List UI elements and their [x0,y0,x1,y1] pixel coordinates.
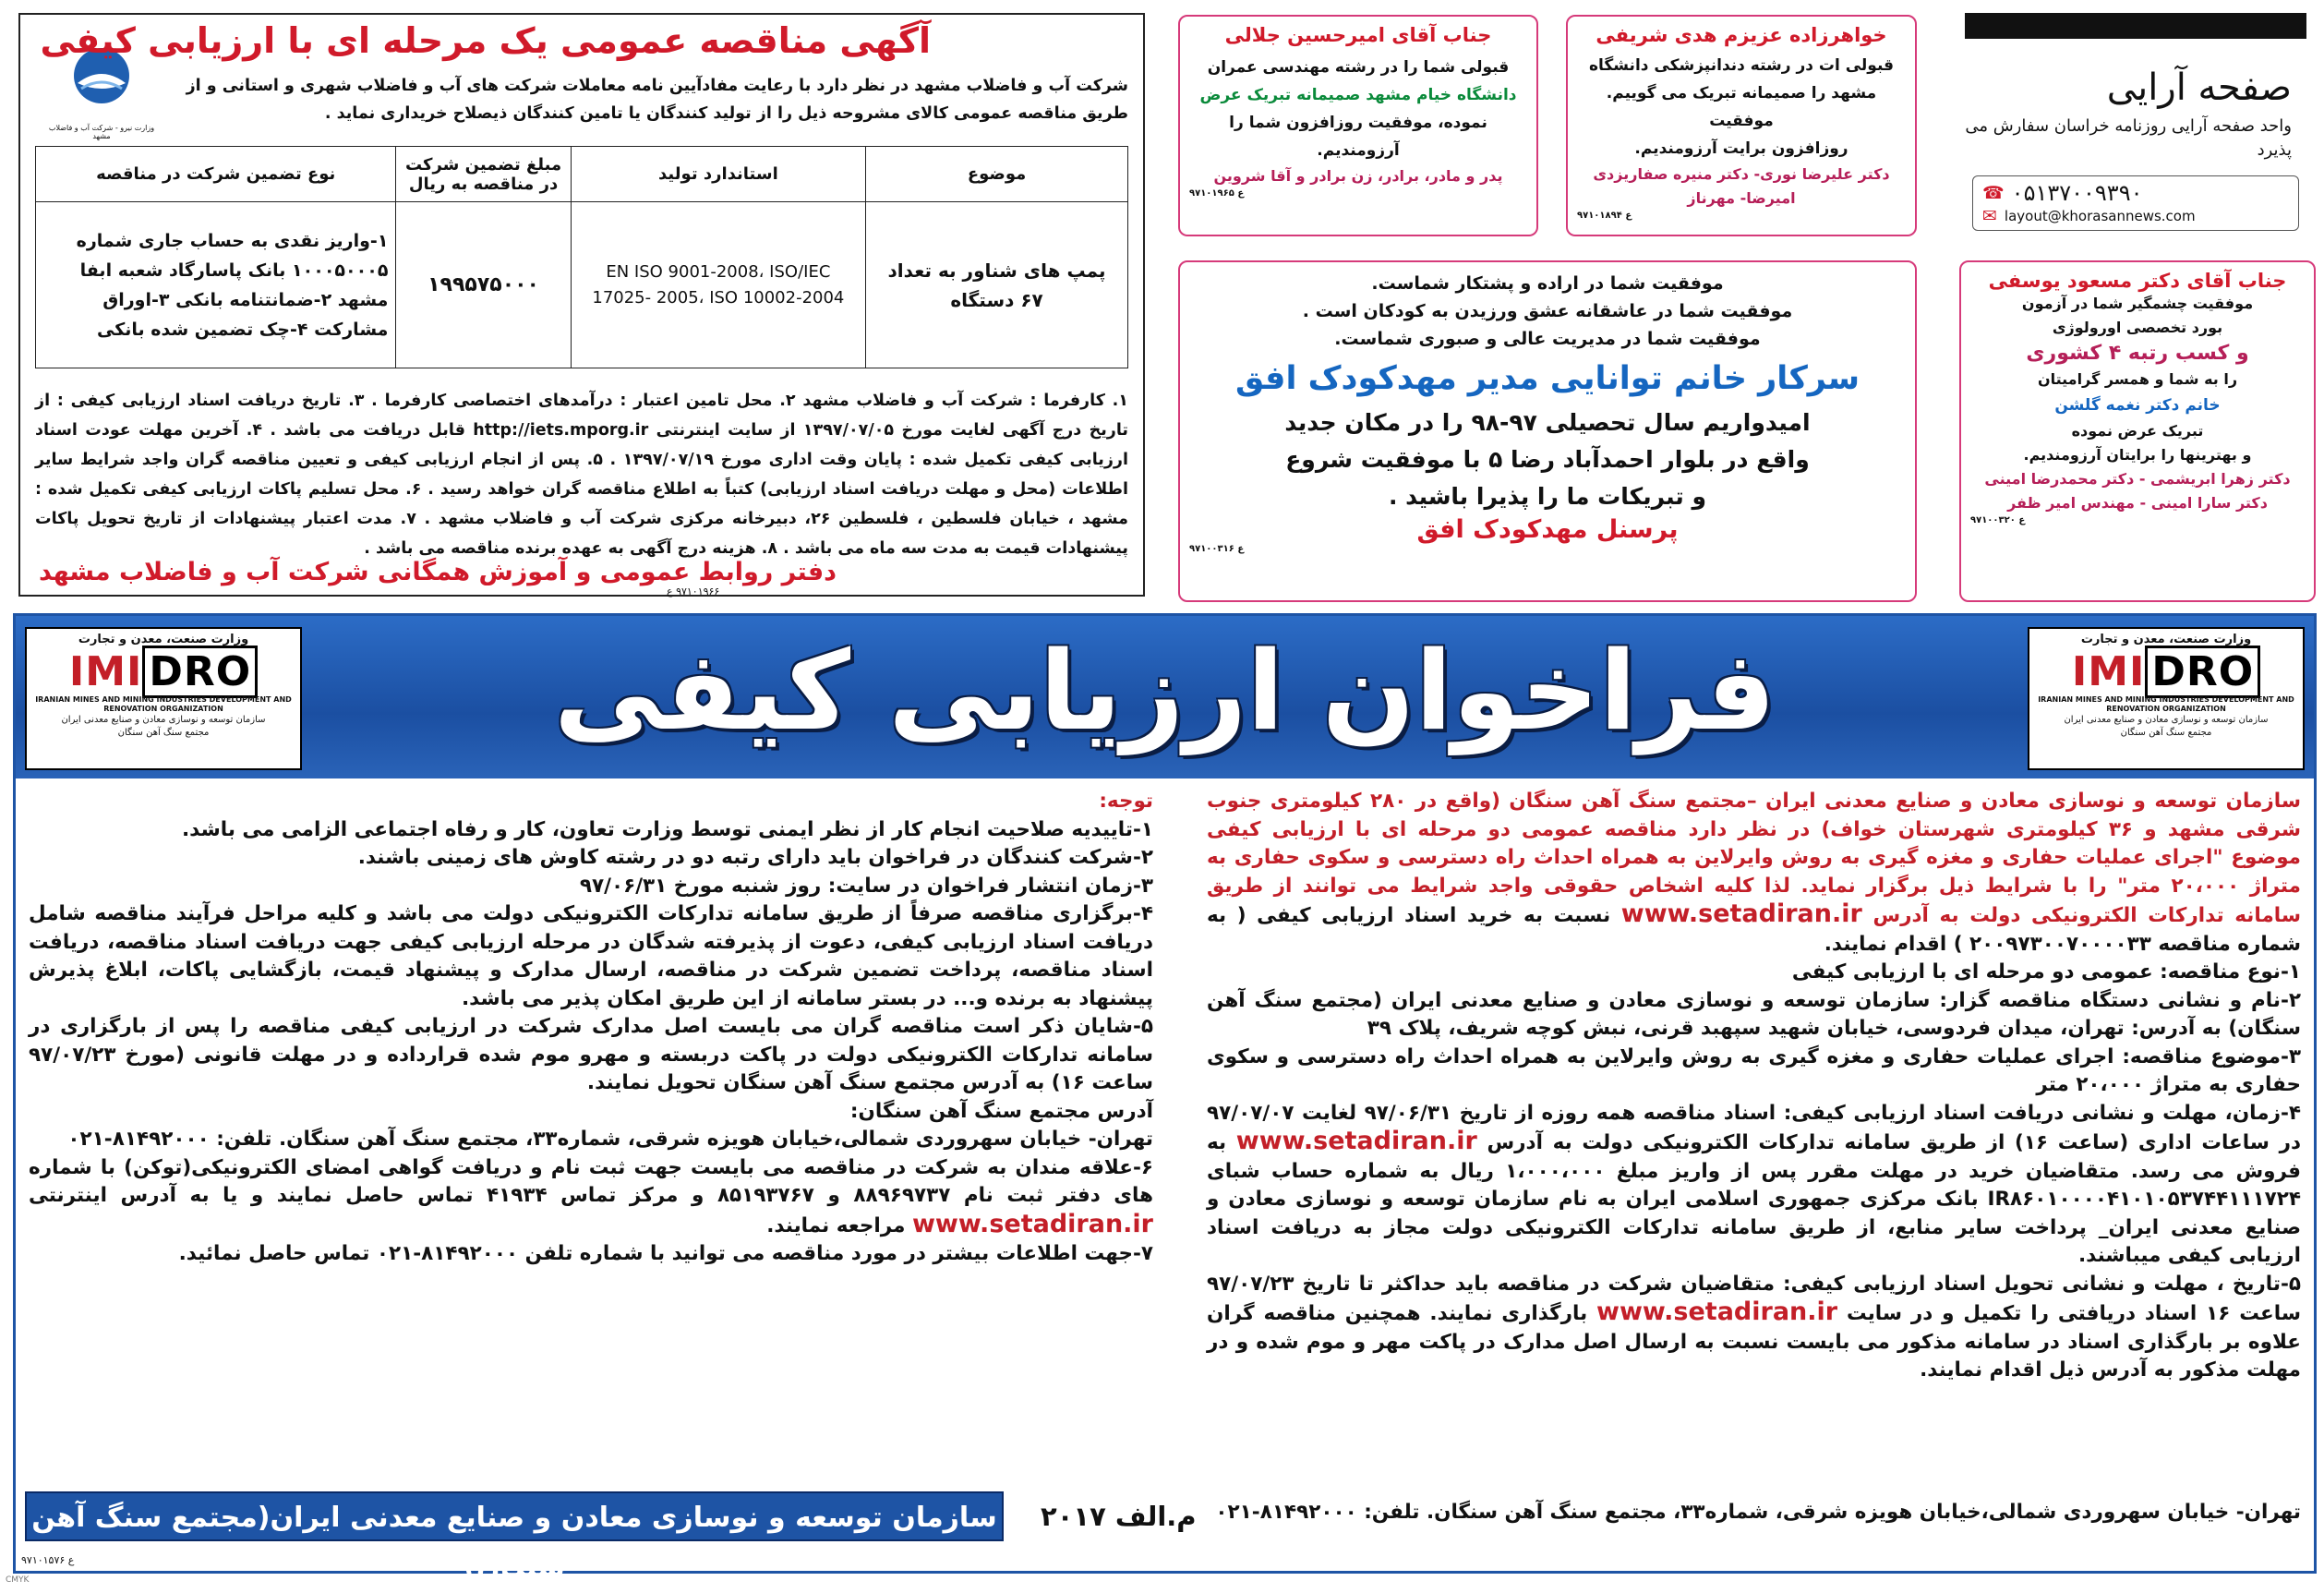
logo-brand: IMI DRO [30,648,296,695]
note-title: توجه: [1099,790,1153,813]
card-signature: پدر و مادر، برادر، زن برادر و آقا شروین [1213,167,1503,185]
header-guarantee: نوع تضمین شرکت در مناقصه [36,147,396,202]
ad-code: ۹۷۱۰۰۳۱۶ ع [1189,544,1245,554]
setadiran-link[interactable]: www.setadiran.ir [1235,1127,1477,1155]
header-amount: مبلغ تضمین شرکت در مناقصه به ریال [396,147,571,202]
ad-code: ۹۷۱۰۱۹۶۵ ع [1189,188,1245,199]
setadiran-link[interactable]: www.setadiran.ir [1620,899,1862,928]
item-5-text-2: بارگذاری نمایند. همچنین مناقصه گران علاوه بر بارگذاری اسناد در سامانه مذکور می بایست نسبت به ارسال اصل مدارک در پاکت مهر و موم شده و در مهلت مذکور به آدرس ذیل اقدام نمایند. [1207,1302,2301,1382]
item-1: ۱-نوع مناقصه: عمومی دو مرحله ای با ارزیابی کیفی [1791,960,2301,984]
note-6-text-2: مراجعه نمایند. [766,1213,906,1237]
imidro-logo-right [2028,627,2305,770]
item-5-text: ۵-تاریخ ، مهلت و نشانی تحویل اسناد ارزیابی کیفی: متقاضیان شرکت در مناقصه باید حداکثر تا تاریخ ۹۷/۰۷/۲۳ ساعت ۱۶ اسناد دریافتی را تکمیل و در سایت [1207,1272,2301,1325]
logo-brand: IMI DRO [2033,648,2299,695]
card-headline: سرکار خانم توانایی مدیر مهدکودک افق [1235,360,1860,397]
note-5: ۵-شایان ذکر است مناقصه گران می بایست اصل مدارک شرکت در ارزیابی کیفی مناقصه را پس از بارگزاری در سامانه تدارکات الکترونیکی دولت در پاکت دربسته و مهرو موم شده قرارداده و در مهلت قانونی (مورخ ۹۷/۰۷/۲۳ ساعت ۱۶) به آدرس مجتمع سنگ آهن سنگان تحویل نمایند. [29,1015,1153,1094]
tender-table [35,146,1128,368]
address-title: آدرس مجتمع سنگ آهن سنگان: [849,1099,1153,1123]
note-1: ۱-تاییدیه صلاحیت انجام کار از نظر ایمنی توسط وزارت تعاون، کار و رفاه اجتماعی الزامی می باشد. [182,817,1153,841]
email-row [1982,206,2289,226]
intro-text-2: نسبت به خرید اسناد ارزیابی کیفی ( به شماره مناقصه ۲۰۰۹۷۳۰۰۷۰۰۰۰۳۳ ) اقدام نمایند. [1207,904,2301,956]
note-4: ۴-برگزاری مناقصه صرفاً از طریق سامانه تدارکات الکترونیکی دولت می باشد و کلیه مراحل فرآیند مناقصه شامل دریافت اسناد ارزیابی کیفی، دعوت از پذیرفته شدگان در مرحله ارزیابی کیفی جهت دریافت اسناد مناقصه، دریافت اسناد مناقصه، پرداخت تضمین شرکت در مناقصه، ارسال مدارک و پیشنهاد قیمت، بازگشایی پاکات، ابلاغ پذیرش پیشنهاد به برنده و... در بستر سامانه از این طریق امکان پذیر می باشد. [29,902,1153,1010]
logo-persian-sub: مجتمع سنگ آهن سنگان [2120,728,2212,738]
item-4-text: ۴-زمان، مهلت و نشانی دریافت اسناد ارزیابی کیفی: اسناد مناقصه همه روزه از تاریخ ۹۷/۰۶/۳۱ لغایت ۹۷/۰۷/۰۷ در ساعات اداری (ساعت ۱۶) از طریق سامانه تدارکات الکترونیکی دولت به آدرس [1207,1101,2301,1154]
card-signature: دکتر زهرا ابریشمی - دکتر محمدرضا امینی [1984,470,2291,488]
tender-terms: ۱. کارفرما : شرکت آب و فاضلاب مشهد ۲. محل تامین اعتبار : درآمدهای اختصاصی کارفرما . ۳. تاریخ دریافت اسناد ارزیابی کیفی : از تاریخ درج آگهی لغایت مورخ ۱۳۹۷/۰۷/۰۵ از سایت اینترنتی http://iets.mporg.ir قابل دریافت می باشد . ۴. آخرین مهلت عودت اسناد ارزیابی کیفی تکمیل شده : پایان وقت اداری مورخ ۱۳۹۷/۰۷/۱۹ . ۵. پس از انجام ارزیابی کیفی و تعیین مناقصه گران واجد شرایط سایر اطلاعات (محل و مهلت دریافت اسناد ارزیابی) کتباً به اطلاع مناقصه گران خواهد رسید . ۶. محل تسلیم پاکات ارزیابی کیفی تکمیل شده : مشهد ، خیابان فلسطین ، فلسطین ۲۶، دبیرخانه مرکزی شرکت آب و فاضلاب مشهد . ۷. مدت اعتبار پیشنهادات از تاریخ تحویل پاکات پیشنهادات قیمت به مدت سه ماه می باشد . ۸. هزینه درج آگهی به عهده برنده مناقصه می باشد . [35,392,1129,558]
congrats-card-yousefi [1959,260,2316,602]
table-row [36,202,1128,368]
card-signature: دکتر سارا امینی - مهندس امیر ظفر [2007,494,2268,512]
right-column [1207,788,2301,1385]
congrats-card-sharifi [1566,15,1917,236]
title-banner [16,616,2314,778]
ad-code: ۹۷۱۰۱۹۶۶ ع [667,585,720,597]
intro-text: سازمان توسعه و نوسازی معادن و صنایع معدنی ایران –مجتمع سنگ آهن سنگان (واقع در ۲۸۰ کیلومتری جنوب شرقی مشهد و ۳۶ کیلومتری شهرستان خواف) در نظر دارد مناقصه عمومی دو مرحله ای با ارزیابی کیفی موضوع "اجرای عملیات حفاری و مغزه گیری به روش وایرلاین به همراه احداث راه دسترسی و سکوی حفاری به متراژ ۲۰،۰۰۰ متر" را با شرایط ذیل برگزار نماید. لذا کلیه اشخاص حقوقی واجد شرایط می توانند از طریق سامانه تدارکات الکترونیکی دولت به آدرس [1207,790,2301,927]
cmyk-mark: CMYK [6,1575,30,1585]
address-text: تهران- خیابان سهروردی شمالی،خیابان هویزه شرقی، شماره۳۳، مجتمع سنگ آهن سنگان. تلفن: ۸۱۴۹۲۰۰۰-۰۲۱ [67,1128,1153,1151]
cell-standard: EN ISO 9001-2008، ISO/IEC 17025- 2005، ISO 10002-2004 [571,202,865,368]
card-signature: پرسنل مهدکودک افق [1416,515,1679,544]
note-2: ۲-شرکت کنندگان در فراخوان باید دارای رتبه دو در رشته کاوش های زمینی باشند. [357,846,1153,869]
card-line: را به شما و همسر گرامیتان [2037,370,2238,388]
setadiran-link[interactable]: www.setadiran.ir [911,1209,1153,1238]
logo-persian-sub: مجتمع سنگ آهن سنگان [117,728,210,738]
card-line: مشهد را صمیمانه تبریک می گوییم. موفقیت [1606,84,1877,130]
card-heading: جناب آقای امیرحسین جلالی [1224,24,1492,46]
tender-footer: دفتر روابط عمومی و آموزش همگانی شرکت آب و فاضلاب مشهد [39,558,837,586]
cell-amount: ۱۹۹۵۷۵۰۰۰ [396,202,571,368]
envelope-icon: ✉ [1982,206,1997,226]
card-line: واقع در بلوار احمدآباد رضا ۵ با موفقیت شروع [1285,446,1810,473]
note-6-text: ۶-علاقه مندان به شرکت در مناقصه می بایست جهت ثبت نام و دریافت گواهی امضای الکترونیکی(توکن) با شماره های دفتر ثبت نام ۸۸۹۶۹۷۳۷ و ۸۵۱۹۳۷۶۷ و مرکز تماس ۴۱۹۳۴ تماس حاصل نمایند و یا به آدرس اینترنتی [29,1155,1153,1207]
logo-english: IRANIAN MINES AND MINING INDUSTRIES DEVELOPMENT AND RENOVATION ORGANIZATION [2038,695,2294,713]
card-line: قبولی شما را در رشته مهندسی عمران [1207,58,1510,77]
logo-persian: سازمان توسعه و نوسازی معادن و صنایع معدنی ایران [2064,715,2269,725]
tender-ad [18,13,1145,597]
card-signature: دکتر علیرضا نوری- دکتر منیره صفاریزدی [1593,165,1890,183]
logo-caption: وزارت نیرو - شرکت آب و فاضلاب مشهد [48,124,155,140]
right-address: تهران- خیابان سهروردی شمالی،خیابان هویزه شرقی، شماره۳۳، مجتمع سنگ آهن سنگان. تلفن: ۸۱۴۹۲۰۰۰-۰۲۱ [1215,1501,2301,1524]
card-line: قبولی ات در رشته دندانپزشکی دانشگاه [1588,56,1895,75]
card-line: و تبریکات ما را پذیرا باشید . [1388,483,1706,510]
card-line: و کسب رتبه ۴ کشوری [2026,342,2249,365]
email-address[interactable]: layout@khorasannews.com [2004,208,2196,224]
note-3: ۳-زمان انتشار فراخوان در سایت: روز شنبه مورخ ۹۷/۰۶/۳۱ [579,874,1153,898]
logo-persian: سازمان توسعه و نوسازی معادن و صنایع معدنی ایران [61,715,266,725]
card-line: نموده، موفقیت روزافزون شما را آرزومندیم. [1229,114,1487,160]
item-4 [1207,1100,2301,1271]
card-signature: امیرضا- مهرناز [1687,189,1796,207]
tender-intro: شرکت آب و فاضلاب مشهد در نظر دارد با رعایت مفادآیین نامه معاملات شرکت های آب و فاضلاب شهری و استانی و از طریق مناقصه عمومی کالای مشروحه ذیل را از تولید کنندگان یا تامین کنندگان ذیصلاح خریداری نماید . [186,77,1128,123]
item-5 [1207,1271,2301,1385]
card-line: و بهترینها را برایتان آرزومندیم. [2023,446,2252,464]
ad-code: ۹۷۱۰۱۵۷۶ ع [21,1554,75,1566]
card-line: موفقیت چشمگیر شما در آزمون [2021,295,2254,312]
note-6 [29,1154,1153,1241]
page-title: فراخوان ارزیابی کیفی [553,627,1776,754]
logo-ministry: وزارت صنعت، معدن و تجارت [78,633,249,646]
card-line: موفقیت شما در مدیریت عالی و صبوری شماست. [1334,329,1761,349]
card-line: امیدواریم سال تحصیلی ۹۷-۹۸ را در مکان جدید [1284,409,1811,436]
cell-subject: پمپ های شناور به تعداد ۶۷ دستگاه [866,202,1128,368]
note-7: ۷-جهت اطلاعات بیشتر در مورد مناقصه می توانید با شماره تلفن ۸۱۴۹۲۰۰۰-۰۲۱ تماس حاصل نمائید. [178,1242,1153,1265]
card-heading: جناب آقای دکتر مسعود یوسفی [1988,270,2287,292]
logo-english: IRANIAN MINES AND MINING INDUSTRIES DEVELOPMENT AND RENOVATION ORGANIZATION [35,695,292,713]
phone-number: ۰۵۱۳۷۰۰۹۳۹۰ [2011,180,2143,206]
cell-guarantee: ۱-واریز نقدی به حساب جاری شماره ۱۰۰۰۵۰۰۰۵ بانک پاسارگاد شعبه ابفا مشهد ۲-ضمانتنامه بانکی ۳-اوراق مشارکت ۴-چک تضمین شده بانکی [36,202,396,368]
phone-icon: ☎ [1982,183,2005,203]
header-standard: استاندارد تولید [571,147,865,202]
tender-title: آگهی مناقصه عمومی یک مرحله ای با ارزیابی کیفی [40,20,931,61]
contact-box [1972,175,2299,231]
phone-row [1982,180,2289,206]
left-column [29,788,1153,1269]
organization-bar: سازمان توسعه و نوسازی معادن و صنایع معدنی ایران(مجتمع سنگ آهن سنگان) [25,1491,1004,1541]
ad-code: ۹۷۱۰۰۳۲۰ ع [1970,515,2026,525]
card-heading: خواهرزاده عزیزم هدی شریفی [1595,24,1887,46]
card-line: موفقیت شما در اراده و پشتکار شماست. [1371,273,1724,294]
card-line: خانم دکتر نغمه گلشن [2054,396,2221,415]
congrats-card-jalali [1178,15,1538,236]
black-bar [1965,13,2306,39]
ad-number: م.الف ۲۰۱۷ [1041,1501,1197,1532]
card-line: روزافزون برایت آرزومندیم. [1634,139,1848,158]
header-subject: موضوع [866,147,1128,202]
card-line: دانشگاه خیام مشهد صمیمانه تبریک عرض [1199,86,1517,104]
congrats-card-ofogh [1178,260,1917,602]
card-line: تبریک عرض نموده [2071,422,2204,440]
layout-title: صفحه آرایی [2106,66,2292,109]
logo-ministry: وزارت صنعت، معدن و تجارت [2080,633,2252,646]
layout-description: واحد صفحه آرایی روزنامه خراسان سفارش می پذیرد [1965,116,2292,160]
item-3: ۳-موضوع مناقصه: اجرای عملیات حفاری و مغزه گیری به روش وایرلاین به همراه احداث راه دسترسی و سکوی حفاری به متراژ ۲۰،۰۰۰ متر [1207,1044,2301,1096]
item-4-text-2: به فروش می رسد. متقاضیان خرید در مهلت مقرر پس از واریز مبلغ ۱،۰۰۰،۰۰۰ ریال به شماره حساب شبای IR۸۶۰۱۰۰۰۰۴۱۰۱۰۵۳۷۴۴۱۱۱۷۲۴ بانک مرکزی جمهوری اسلامی ایران به نام سازمان توسعه و نوسازی معادن و صنایع معدنی ایران_ پرداخت سایر منابع، از طریق سامانه تدارکات الکترونیکی دولت مجاز به دریافت اسناد ارزیابی کیفی میباشند. [1207,1131,2301,1267]
layout-service-ad [1965,13,2306,242]
item-2: ۲-نام و نشانی دستگاه مناقصه گزار: سازمان توسعه و نوسازی معادن و صنایع معدنی ایران (مجتمع سنگ آهن سنگان) به آدرس: تهران، میدان فردوسی، خیابان شهید سپهبد قرنی، نبش کوچه شریف، پلاک ۳۹ [1207,988,2301,1040]
card-line: موفقیت شما در عاشقانه عشق ورزیدن به کودکان است . [1302,301,1793,321]
setadiran-link[interactable]: www.setadiran.ir [1596,1297,1838,1326]
card-line: بورد تخصصی اورولوژی [2052,319,2223,336]
ad-code: ۹۷۱۰۱۸۹۴ ع [1577,211,1632,221]
